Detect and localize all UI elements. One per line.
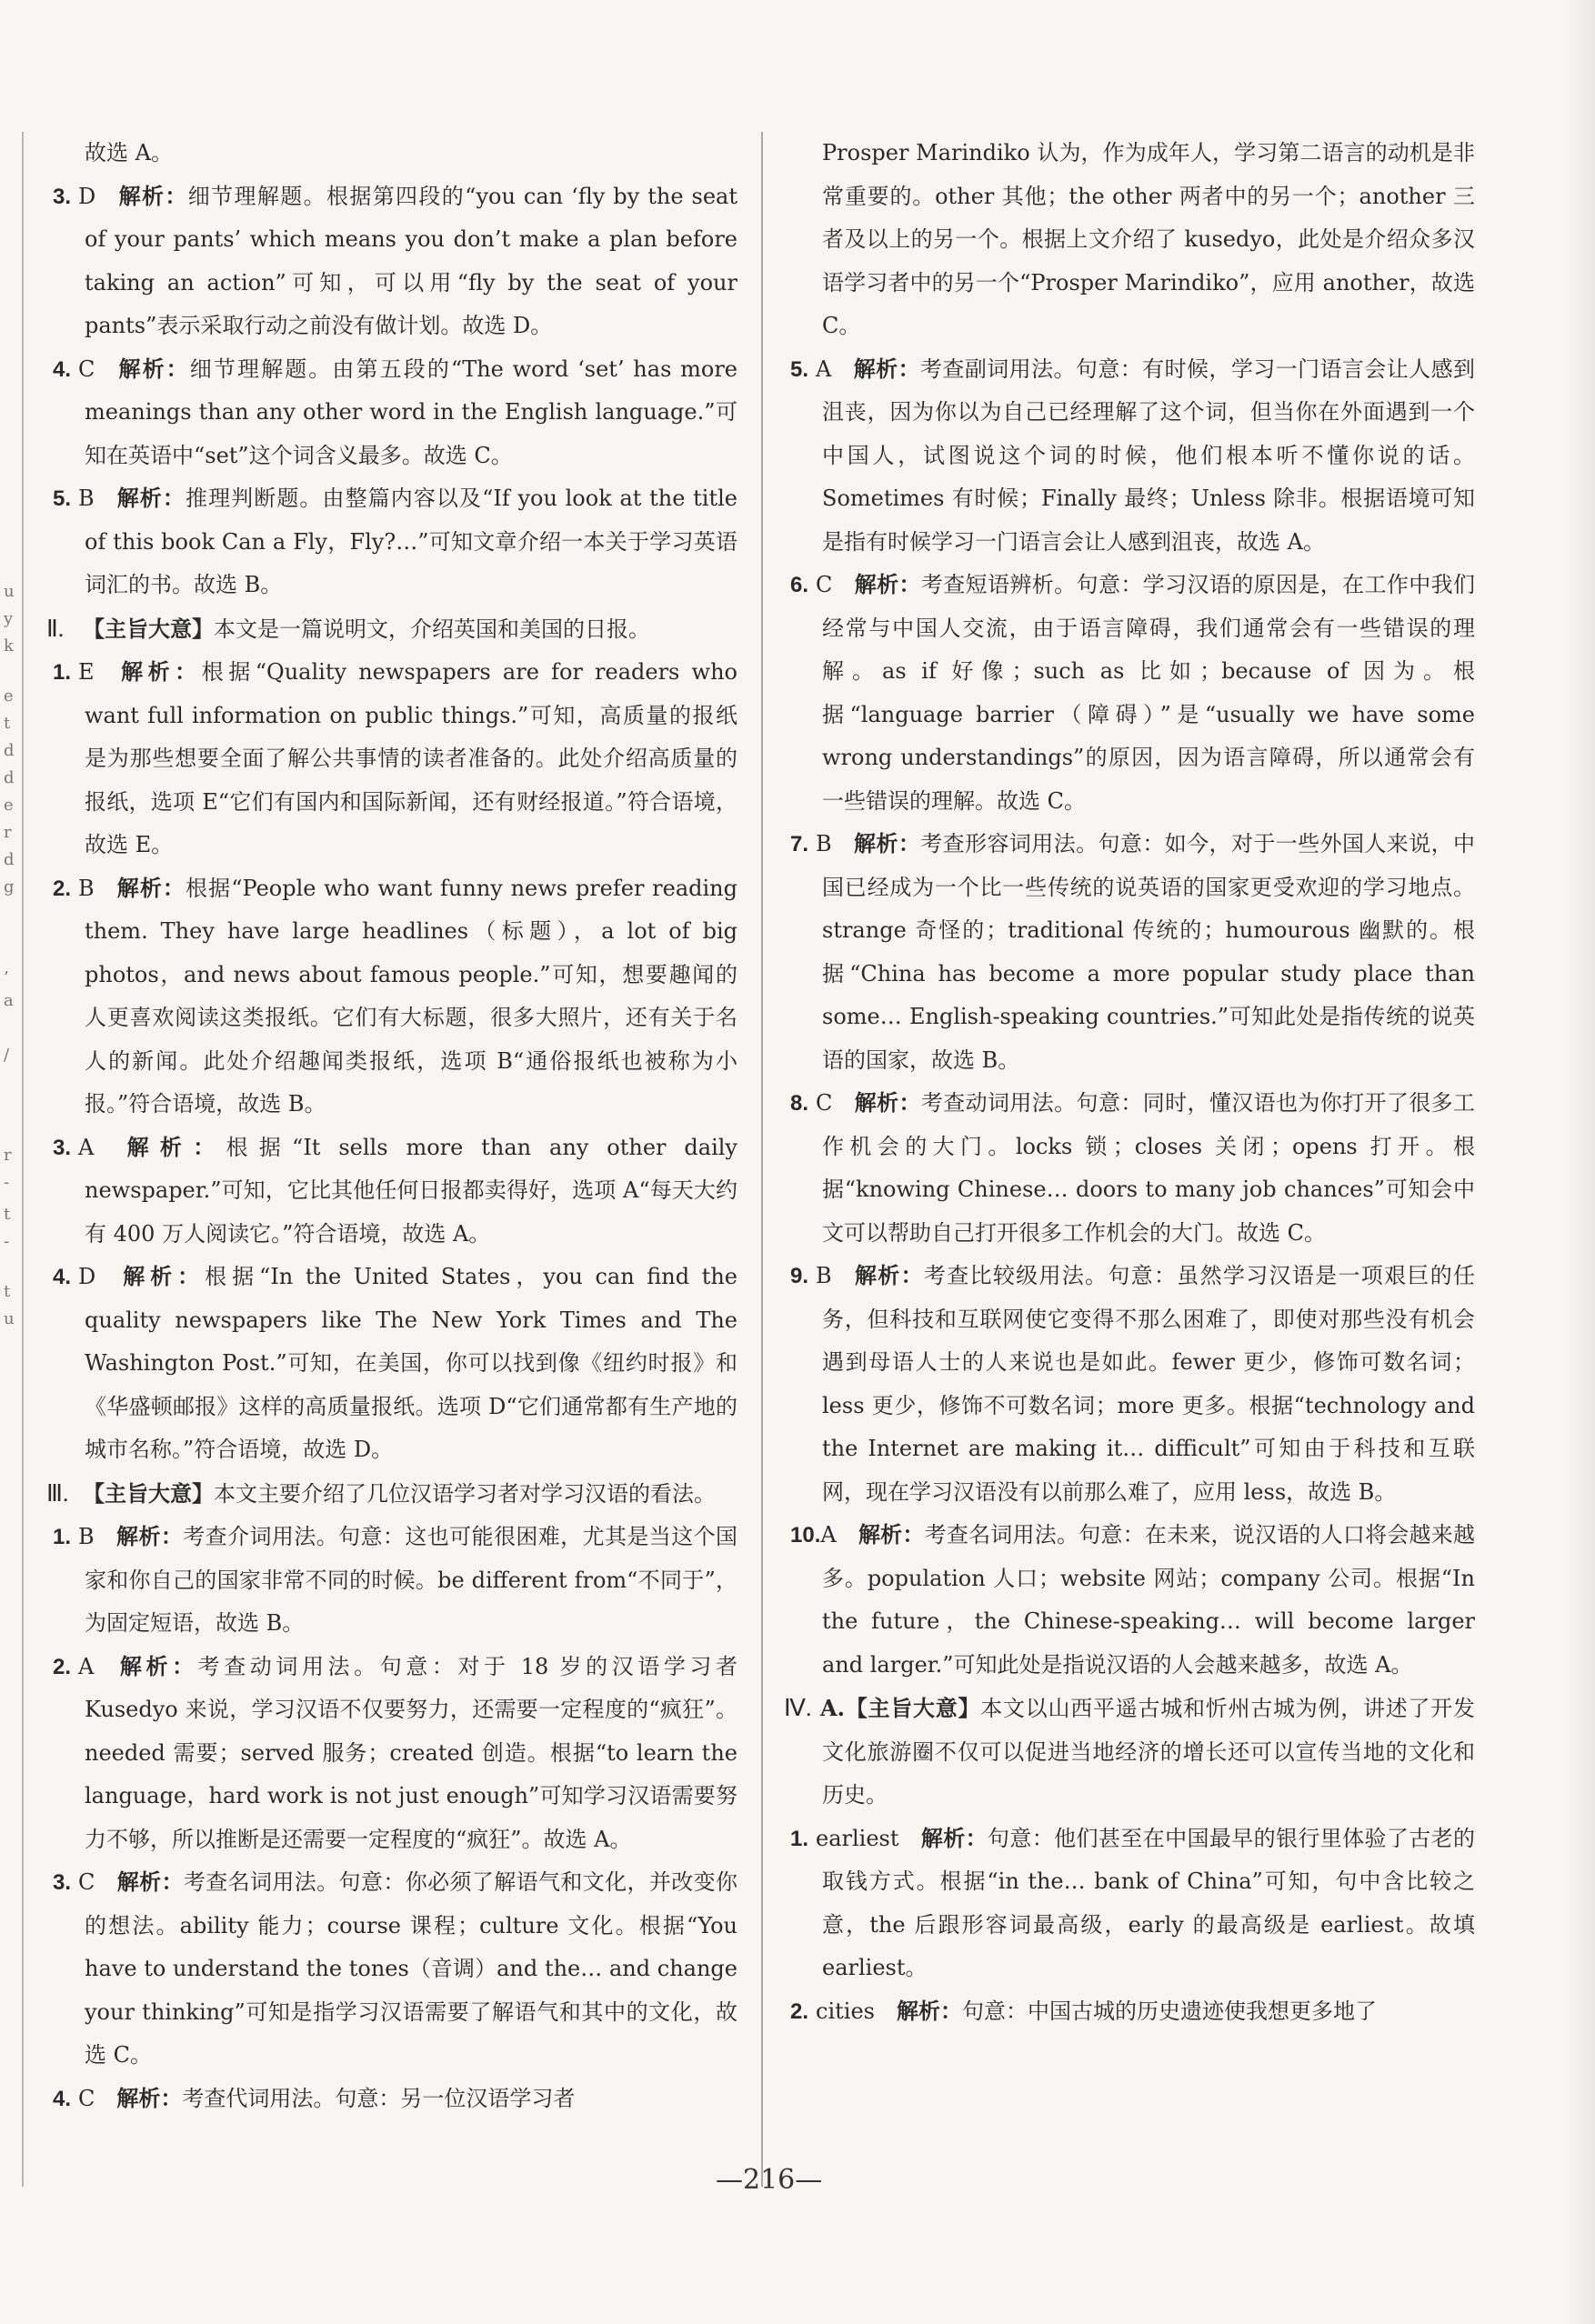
question-number: 6. [790,573,809,597]
answer-text: 细节理解题。由第五段的“The word ‘set’ has more meanings than any other word in the English language.”可知在英语中“set”这个词含义最多。故选 C。 [85,356,738,468]
right-column [784,132,1476,2033]
answer-choice: A [820,1522,837,1548]
answer-choice: C [78,356,95,382]
section-tag: 【主旨大意】 [83,615,214,642]
answer-item [790,1990,1475,2034]
margin-letter: ’ [4,968,9,987]
answer-text: 考查名词用法。句意：你必须了解语气和文化，并改变你的想法。ability 能力；course 课程；culture 文化。根据“You have to understand the tones（音调）and the… and change your thinking”可知是指学习汉语需要了解语气和其中的文化，故选 C。 [85,1869,738,2068]
section-number: Ⅱ. [46,615,65,642]
analysis-label: 解析： [853,1264,924,1288]
question-number: 3. [53,184,72,209]
answer-choice: B [78,875,95,901]
margin-letter: t [4,1205,11,1224]
question-number: 4. [53,356,72,382]
section-tag: 【主旨大意】 [83,1479,214,1507]
analysis-label: 解析： [854,573,921,597]
answer-text: 根据“In the United States，you can find the quality newspapers like The New York Times and The Washington Post.”可知，在美国，你可以找到像《纽约时报》和《华盛顿邮报》这样的高质量报纸。选项 D“它们通常都有生产地的城市名称。”符合语境，故选 D。 [85,1264,738,1462]
answer-choice: B [816,1263,832,1288]
analysis-label: 解析： [854,1091,921,1116]
answer-item [790,1082,1476,1255]
answer-text: 考查介词用法。句意：这也可能很困难，尤其是当这个国家和你自己的国家非常不同的时候。be different from“不同于”，为固定短语，故选 B。 [85,1524,738,1636]
answer-text: 考查动词用法。句意：同时，懂汉语也为你打开了很多工作机会的大门。locks 锁；closes 关闭；opens 打开。根据“knowing Chinese… doors to many job chances”可知会中文可以帮助自己打开很多工作机会的大门。故选 C。 [822,1090,1476,1246]
answer-choice: E [78,659,95,685]
question-number: 1. [790,1826,809,1851]
question-number: 2. [53,876,72,901]
analysis-label: 解析： [115,486,186,511]
answer-choice: A [816,356,832,382]
margin-letter: d [4,850,15,869]
margin-letter: d [4,741,15,760]
margin-letter: u [4,1309,15,1328]
answer-text: 考查短语辨析。句意：学习汉语的原因是，在工作中我们经常与中国人交流，由于语言障碍，我们通常会有一些错误的理解。as if 好像；such as 比如；because of 因为。根据“language barrier（障碍）”是“usually we have some wrong understandings”的原因，因为语言障碍，所以通常会有一些错误的理解。故选 C。 [822,572,1476,814]
analysis-label: 解析： [116,356,190,382]
answer-item [53,1256,738,1472]
answer-choice: B [816,831,832,856]
margin-letter: / [4,1046,10,1065]
answer-choice: C [78,1869,95,1895]
analysis-label: 解析： [115,1135,226,1160]
question-number: 4. [53,2086,72,2111]
answer-text: 根据“It sells more than any other daily newspaper.”可知，它比其他任何日报都卖得好，选项 A“每天大约有 400 万人阅读它。”符合语境，故选 A。 [85,1134,737,1247]
analysis-label: 解析： [117,184,188,209]
question-number: 8. [790,1091,809,1116]
page-edge-shadow [1568,0,1595,2324]
question-number: 1. [53,660,72,685]
answer-text: 故选 A。 [85,140,173,165]
analysis-label: 解析： [853,356,921,382]
answer-text: 本文主要介绍了几位汉语学习者对学习汉语的看法。 [214,1480,716,1507]
analysis-label: 解析： [858,1523,925,1548]
analysis-label: 解析： [853,832,921,856]
answer-item [53,1516,738,1646]
answer-text: 根据“Quality newspapers are for readers who want full information on public things.”可知，高质量的报纸是为那些想要全面了解公共事情的读者准备的。此处介绍高质量的报纸，选项 E“它们有国内和国际新闻，还有财经报道。”符合语境，故选 E。 [85,659,737,857]
analysis-label: 解析： [115,660,202,685]
analysis-label: 解析： [115,1654,198,1679]
margin-rule [22,132,24,2187]
margin-letter: y [4,609,14,628]
answer-choice: earliest [816,1825,899,1851]
analysis-label: 解析： [896,1998,962,2024]
analysis-label: 解析： [115,1525,184,1549]
question-number: 2. [53,1654,72,1679]
analysis-label: 解析： [920,1826,988,1851]
answer-item [790,564,1476,823]
margin-letter: t [4,1282,11,1301]
section-heading [784,1687,1475,1818]
section-heading [46,1472,737,1517]
answer-item [53,477,737,607]
answer-item [790,823,1476,1082]
question-number: 9. [790,1264,809,1288]
question-number: 5. [53,486,72,511]
margin-letter: a [4,991,14,1010]
question-number: 3. [53,1135,72,1160]
answer-item [53,348,738,478]
answer-choice: C [816,1090,833,1116]
margin-letter: k [4,636,14,656]
margin-letter: - [4,1173,10,1192]
cut-margin-letters [0,0,18,2324]
margin-letter: r [4,1146,12,1165]
margin-letter: - [4,1232,10,1251]
section-number: Ⅳ. [784,1695,812,1721]
question-number: 10. [790,1523,821,1548]
question-number: 7. [790,832,809,856]
margin-letter: g [4,877,15,897]
answer-text: 考查比较级用法。句意：虽然学习汉语是一项艰巨的任务，但科技和互联网使它变得不那么困难了，即使对那些没有机会遇到母语人士的人来说也是如此。fewer 更少，修饰可数名词；less 更少，修饰不可数名词；more 更多。根据“technology and the Internet are making it… difficult”可知由于科技和互联网，现在学习汉语没有以前那么难了，应用 less，故选 B。 [822,1263,1476,1505]
answer-text: 考查名词用法。句意：在未来，说汉语的人口将会越来越多。population 人口；website 网站；company 公司。根据“In the future，the Chinese-speaking… will become larger and larger.”可知此处是指说汉语的人会越来越多，故选 A。 [822,1522,1476,1678]
answer-text: 根据“People who want funny news prefer reading them. They have large headlines（标题），a lot of big photos，and news about famous people.”可知，想要趣闻的人更喜欢阅读这类报纸。它们有大标题，很多大照片，还有关于名人的新闻。此处介绍趣闻类报纸，选项 B“通俗报纸也被称为小报。”符合语境，故选 B。 [85,875,737,1117]
answer-item [53,1127,737,1257]
margin-letter: t [4,714,11,733]
answer-item [53,867,737,1127]
question-number: 5. [790,356,809,382]
margin-letter: e [4,796,14,815]
answer-item [53,175,738,348]
column-divider [761,132,763,2187]
answer-text: 考查代词用法。句意：另一位汉语学习者 [182,2085,576,2111]
answer-choice: A [78,1134,95,1160]
page-number: —216— [716,2164,823,2196]
left-column [46,132,738,2120]
answer-choice: cities [816,1998,875,2024]
answer-item [790,1514,1476,1687]
answer-choice: D [78,183,96,209]
answer-item [790,1255,1476,1514]
answer-item [53,1861,738,2078]
question-number: 2. [790,1998,809,2024]
question-number: 3. [53,1870,72,1895]
answer-text: 本文是一篇说明文，介绍英国和美国的日报。 [214,616,650,642]
answer-text: 推理判断题。由整篇内容以及“If you look at the title of this book Can a Fly，Fly?…”可知文章介绍一本关于学习英语词汇的书。故选 B。 [85,486,737,597]
answer-choice: C [816,572,833,597]
answer-choice: A [78,1653,95,1679]
question-number: 4. [53,1265,72,1289]
analysis-label: 解析： [116,1870,184,1895]
answer-item [53,2078,737,2121]
answer-choice: B [78,1524,95,1549]
answer-text: 考查动词用法。句意：对于 18 岁的汉语学习者 Kusedyo 来说，学习汉语不仅要努力，还需要一定程度的“疯狂”。needed 需要；served 服务；created 创造。根据“to learn the language，hard work is not just enough”可知学习汉语需要努力不够，所以推断是还需要一定程度的“疯狂”。故选 A。 [85,1653,738,1852]
margin-letter: r [4,823,12,842]
section-heading [46,607,737,652]
answer-item [53,1646,738,1862]
answer-item [53,651,737,867]
answer-text: 考查副词用法。句意：有时候，学习一门语言会让人感到沮丧，因为你以为自己已经理解了这个词，但当你在外面遇到一个中国人，试图说这个词的时候，他们根本听不懂你说的话。Sometimes 有时候；Finally 最终；Unless 除非。根据语境可知是指有时候学习一门语言会让人感到沮丧，故选 A。 [822,356,1476,555]
answer-text: 考查形容词用法。句意：如今，对于一些外国人来说，中国已经成为一个比一些传统的说英语的国家更受欢迎的学习地点。strange 奇怪的；traditional 传统的；humourous 幽默的。根据“China has become a more popular study place than some… English-speaking countries.”可知此处是指传统的说英语的国家，故选 B。 [822,831,1476,1073]
answer-item [822,132,1475,348]
section-number: Ⅲ. [46,1479,69,1507]
analysis-label: 解析： [116,2086,183,2111]
answer-item [790,1818,1476,1990]
answer-choice: C [78,2085,95,2111]
analysis-label: 解析： [117,1265,206,1289]
analysis-label: 解析： [115,876,186,901]
answer-text: Prosper Marindiko 认为，作为成年人，学习第二语言的动机是非常重要的。other 其他；the other 两者中的另一个；another 三者及以上的另一个。根据上文介绍了 kusedyo，此处是介绍众多汉语学习者中的另一个“Prosper Marindiko”，应用 another，故选 C。 [822,140,1475,338]
answer-choice: B [78,486,95,511]
answer-choice: D [78,1264,96,1289]
answer-item [790,348,1476,565]
question-number: 1. [53,1525,72,1549]
answer-text: 句意：他们甚至在中国最早的银行里体验了古老的取钱方式。根据“in the… bank of China”可知，句中含比较之意，the 后跟形容词最高级，early 的最高级是 earliest。故填 earliest。 [822,1825,1476,1980]
answer-text: 句意：中国古城的历史遗迹使我想更多地了 [961,1998,1377,2024]
answer-item [85,132,737,175]
answer-text: 本文以山西平遥古城和忻州古城为例，讲述了开发文化旅游圈不仅可以促进当地经济的增长还可以宣传当地的文化和历史。 [822,1696,1475,1808]
margin-letter: d [4,768,15,787]
section-tag: A.【主旨大意】 [820,1695,981,1721]
margin-letter: e [4,686,14,706]
answer-text: 细节理解题。根据第四段的“you can ‘fly by the seat of your pants’ which means you don’t make a plan before taking an action”可知，可以用“fly by the seat of your pants”表示采取行动之前没有做计划。故选 D。 [85,183,738,338]
margin-letter: u [4,582,15,601]
